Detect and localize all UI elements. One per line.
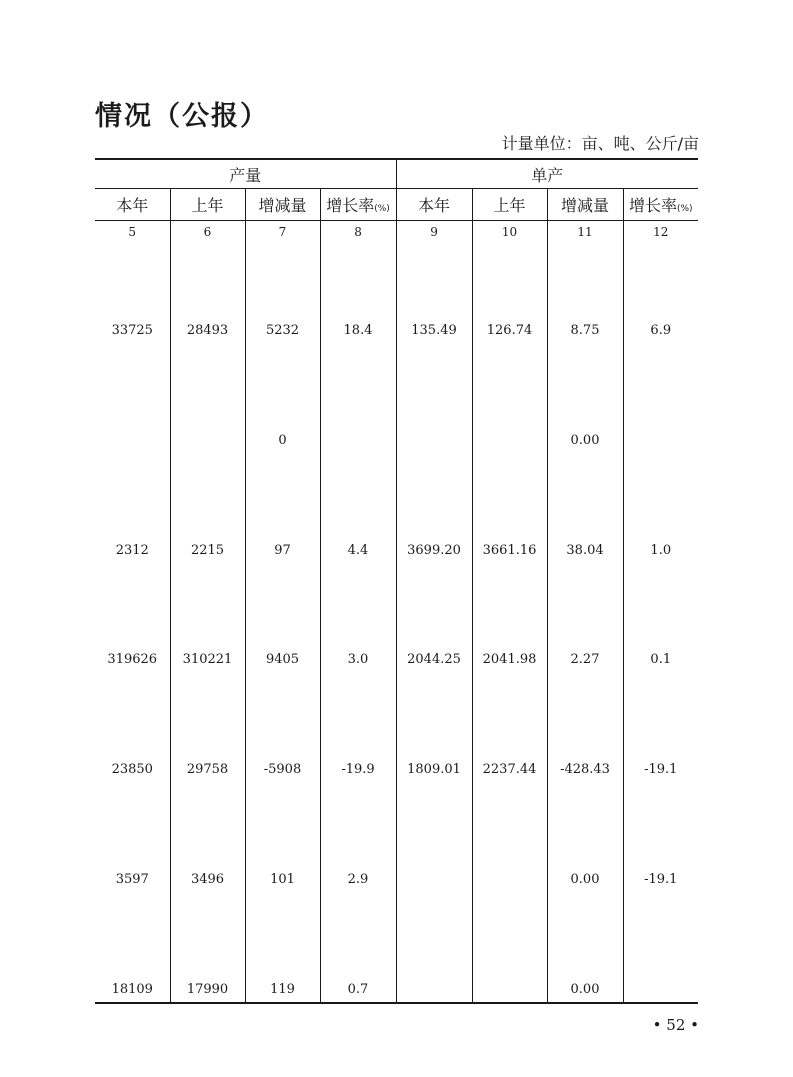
table-cell: 9405 <box>245 563 320 673</box>
table-row <box>95 672 698 782</box>
header-growth-rate-label: 增长率 <box>628 196 677 215</box>
table-cell: -5908 <box>245 672 320 782</box>
page-number: • 52 • <box>652 1016 699 1034</box>
table-cell: 126.74 <box>472 249 547 343</box>
table-cell: 3661.16 <box>472 453 547 563</box>
table-cell: 135.49 <box>396 249 472 343</box>
table-cell: 8.75 <box>547 249 623 343</box>
table-cell: 1809.01 <box>396 672 472 782</box>
table-row <box>95 892 698 1003</box>
table-row <box>95 563 698 673</box>
table-cell: 1.0 <box>650 542 672 558</box>
table-cell: 2.9 <box>320 782 396 892</box>
header-growth-rate-pct: (%) <box>374 204 390 214</box>
table-cell: 0.1 <box>650 652 672 668</box>
header-growth-rate-label: 增长率 <box>326 196 375 215</box>
table-cell: 28493 <box>170 249 245 343</box>
column-number: 7 <box>245 221 320 250</box>
column-number: 10 <box>472 221 547 250</box>
table-cell: 119 <box>245 892 320 1003</box>
table-cell: 5232 <box>245 249 320 343</box>
table-row <box>95 453 698 563</box>
header-current-year: 本年 <box>396 189 472 221</box>
column-number: 12 <box>653 225 669 239</box>
header-change: 增减量 <box>245 189 320 221</box>
table-cell: 0.00 <box>547 892 623 1003</box>
header-change: 增减量 <box>547 189 623 221</box>
table-cell <box>170 343 245 453</box>
table-cell: 33725 <box>95 249 170 343</box>
table-cell: 101 <box>245 782 320 892</box>
table-cell: 3496 <box>170 782 245 892</box>
table-cell: -19.9 <box>320 672 396 782</box>
header-growth-rate <box>320 189 396 221</box>
column-number: 5 <box>95 221 170 250</box>
table-cell: 2237.44 <box>472 672 547 782</box>
table-cell <box>623 892 698 1003</box>
table-cell: 2.27 <box>547 563 623 673</box>
table-cell <box>472 343 547 453</box>
column-number: 8 <box>320 221 396 250</box>
table-row <box>95 249 698 343</box>
table-cell: 319626 <box>95 563 170 673</box>
group-header-per-unit: 单产 <box>396 159 698 189</box>
column-number: 6 <box>170 221 245 250</box>
header-growth-rate-pct: (%) <box>676 204 693 214</box>
table-cell: 0.7 <box>320 892 396 1003</box>
table-cell <box>472 782 547 892</box>
table-cell: 2041.98 <box>472 563 547 673</box>
table-cell: 4.4 <box>320 453 396 563</box>
table-cell: 29758 <box>170 672 245 782</box>
column-number: 11 <box>547 221 623 250</box>
column-number: 9 <box>396 221 472 250</box>
table-cell: 0 <box>245 343 320 453</box>
table-cell <box>396 782 472 892</box>
table-cell <box>95 343 170 453</box>
table-cell <box>396 892 472 1003</box>
header-last-year: 上年 <box>170 189 245 221</box>
header-last-year: 上年 <box>472 189 547 221</box>
table-cell: 3597 <box>95 782 170 892</box>
table-row <box>95 782 698 892</box>
page-title: 情况（公报） <box>95 101 269 132</box>
table-cell <box>623 343 698 453</box>
table-cell: 6.9 <box>650 323 672 338</box>
table-cell: 18109 <box>95 892 170 1003</box>
table-cell: -19.1 <box>644 762 678 778</box>
table-cell: 310221 <box>170 563 245 673</box>
group-header-yield: 产量 <box>95 159 396 189</box>
statistics-table <box>95 158 698 1004</box>
table-cell: 17990 <box>170 892 245 1003</box>
table-cell: 38.04 <box>547 453 623 563</box>
header-current-year: 本年 <box>95 189 170 221</box>
table-row <box>95 343 698 453</box>
table-cell: 23850 <box>95 672 170 782</box>
table-cell: 0.00 <box>547 782 623 892</box>
table-cell: 3699.20 <box>396 453 472 563</box>
table-cell: 18.4 <box>320 249 396 343</box>
table-cell: -19.1 <box>644 871 678 887</box>
table-cell: 3.0 <box>320 563 396 673</box>
unit-label: 计量单位：亩、吨、公斤/亩 <box>501 134 699 153</box>
table-cell <box>396 343 472 453</box>
table-cell <box>472 892 547 1003</box>
table-cell <box>320 343 396 453</box>
table-cell: 2044.25 <box>396 563 472 673</box>
table-cell: 0.00 <box>547 343 623 453</box>
table-cell: -428.43 <box>547 672 623 782</box>
table-cell: 2312 <box>95 453 170 563</box>
table-cell: 2215 <box>170 453 245 563</box>
header-growth-rate <box>623 189 698 221</box>
table-cell: 97 <box>245 453 320 563</box>
